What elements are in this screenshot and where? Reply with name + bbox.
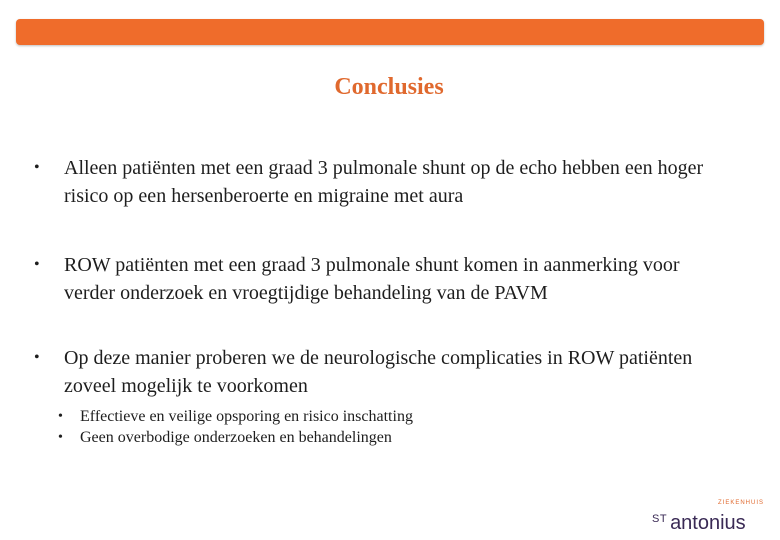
- hospital-logo: [652, 500, 764, 536]
- logo-subtitle: ZIEKENHUIS: [717, 500, 764, 506]
- header-bar: [16, 19, 764, 45]
- bullet-item: [34, 251, 734, 307]
- bullet-dot: •: [34, 349, 40, 366]
- logo-wordmark: [652, 512, 746, 535]
- slide-title: Conclusies: [334, 74, 444, 100]
- sub-bullet-text: Effectieve en veilige opsporing en risico inschatting: [80, 408, 413, 425]
- sub-bullet-text: Geen overbodige onderzoeken en behandelingen: [80, 429, 392, 446]
- logo-name: antonius: [670, 512, 746, 534]
- logo-prefix: ST: [652, 513, 668, 525]
- bullet-text: Op deze manier proberen we de neurologische complicaties in ROW patiënten zoveel mogelijk te voorkomen: [64, 347, 693, 397]
- bullet-text: Alleen patiënten met een graad 3 pulmonale shunt op de echo hebben een hoger risico op een hersenberoerte en migraine met aura: [64, 157, 704, 207]
- sub-bullet-item: [58, 428, 658, 448]
- bullet-item: [34, 344, 734, 400]
- bullet-text: ROW patiënten met een graad 3 pulmonale shunt komen in aanmerking voor verder onderzoek en vroegtijdige behandeling van de PAVM: [64, 254, 680, 304]
- bullet-dot: •: [34, 159, 40, 176]
- bullet-dot: •: [58, 430, 63, 445]
- bullet-dot: •: [34, 256, 40, 273]
- bullet-dot: •: [58, 409, 63, 424]
- sub-bullet-item: [58, 407, 658, 427]
- bullet-item: [34, 154, 734, 210]
